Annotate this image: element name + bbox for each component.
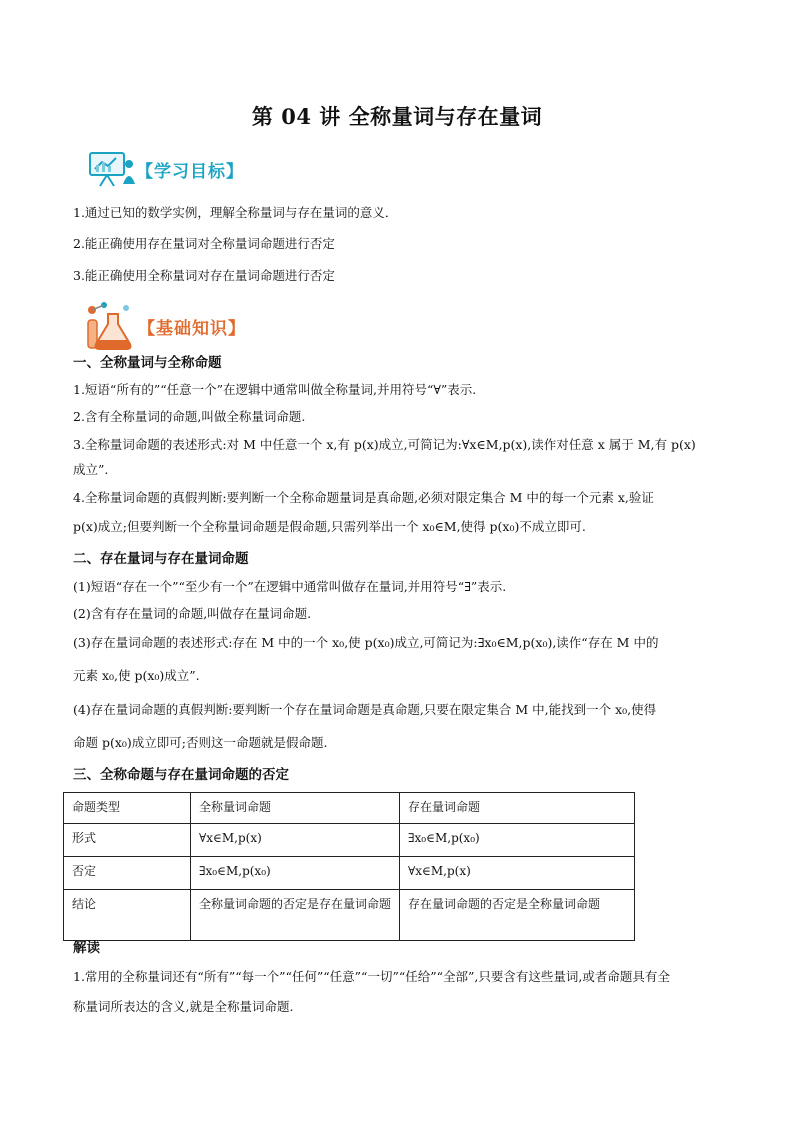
goal-item: 1.通过已知的数学实例，理解全称量词与存在量词的意义． — [73, 205, 398, 220]
table-cell: 存在量词命题的否定是全称量词命题 — [400, 890, 635, 941]
table-header-cell: 命题类型 — [64, 793, 191, 824]
paragraph-line: 4.全称量词命题的真假判断:要判断一个全称命题量词是真命题,必须对限定集合 M 中的每一个元素 x,验证 — [73, 490, 654, 505]
table-cell: ∃x₀∈M,p(x₀) — [400, 824, 635, 857]
paragraph-line: (2)含有存在量词的命题,叫做存在量词命题. — [73, 606, 312, 621]
table-cell: ∀x∈M,p(x) — [400, 857, 635, 890]
section-heading: 一、全称量词与全称命题 — [73, 355, 222, 371]
paragraph-line: 1.常用的全称量词还有“所有”“每一个”“任何”“任意”“一切”“任给”“全部”,只要含有这些量词,或者命题具有全 — [73, 969, 670, 984]
table-row — [64, 824, 635, 857]
basics-header — [82, 300, 246, 352]
table-header-cell: 存在量词命题 — [400, 793, 635, 824]
chemistry-flask-icon — [82, 300, 138, 352]
section-heading: 二、存在量词与存在量词命题 — [73, 551, 249, 567]
goals-header — [88, 150, 244, 188]
paragraph-line: 成立”. — [73, 462, 109, 477]
interpret-heading: 解读 — [73, 940, 100, 956]
goal-item: 3.能正确使用全称量词对存在量词命题进行否定 — [73, 268, 335, 283]
table-cell: 全称量词命题的否定是存在量词命题 — [191, 890, 400, 941]
paragraph-line: (4)存在量词命题的真假判断:要判断一个存在量词命题是真命题,只要在限定集合 M 中,能找到一个 x₀,使得 — [73, 702, 657, 717]
table-row — [64, 890, 635, 941]
negation-table — [63, 792, 635, 941]
presentation-board-icon — [88, 150, 136, 188]
paragraph-line: 1.短语“所有的”“任意一个”在逻辑中通常叫做全称量词,并用符号“∀”表示. — [73, 382, 477, 397]
table-cell: 形式 — [64, 824, 191, 857]
table-header-cell: 全称量词命题 — [191, 793, 400, 824]
page-title: 第 04 讲 全称量词与存在量词 — [251, 104, 543, 129]
table-row — [64, 857, 635, 890]
goal-item: 2.能正确使用存在量词对全称量词命题进行否定 — [73, 236, 335, 251]
table-cell: ∃x₀∈M,p(x₀) — [191, 857, 400, 890]
paragraph-line: (1)短语“存在一个”“至少有一个”在逻辑中通常叫做存在量词,并用符号“∃”表示. — [73, 579, 507, 594]
paragraph-line: 称量词所表达的含义,就是全称量词命题. — [73, 999, 294, 1014]
table-cell: 否定 — [64, 857, 191, 890]
paragraph-line: 2.含有全称量词的命题,叫做全称量词命题. — [73, 409, 306, 424]
paragraph-line: 3.全称量词命题的表述形式:对 M 中任意一个 x,有 p(x)成立,可简记为:∀x∈M,p(x),读作对任意 x 属于 M,有 p(x) — [73, 437, 696, 452]
table-cell: ∀x∈M,p(x) — [191, 824, 400, 857]
table-cell: 结论 — [64, 890, 191, 941]
paragraph-line: p(x)成立;但要判断一个全称量词命题是假命题,只需列举出一个 x₀∈M,使得 p(x₀)不成立即可. — [73, 519, 586, 534]
basics-label: 【基础知识】 — [138, 318, 246, 339]
table-header-row — [64, 793, 635, 824]
paragraph-line: (3)存在量词命题的表述形式:存在 M 中的一个 x₀,使 p(x₀)成立,可简记为:∃x₀∈M,p(x₀),读作“存在 M 中的 — [73, 635, 659, 650]
paragraph-line: 命题 p(x₀)成立即可;否则这一命题就是假命题. — [73, 735, 328, 750]
section-heading: 三、全称命题与存在量词命题的否定 — [73, 767, 289, 783]
paragraph-line: 元素 x₀,使 p(x₀)成立”. — [73, 668, 200, 683]
goals-label: 【学习目标】 — [136, 161, 244, 182]
